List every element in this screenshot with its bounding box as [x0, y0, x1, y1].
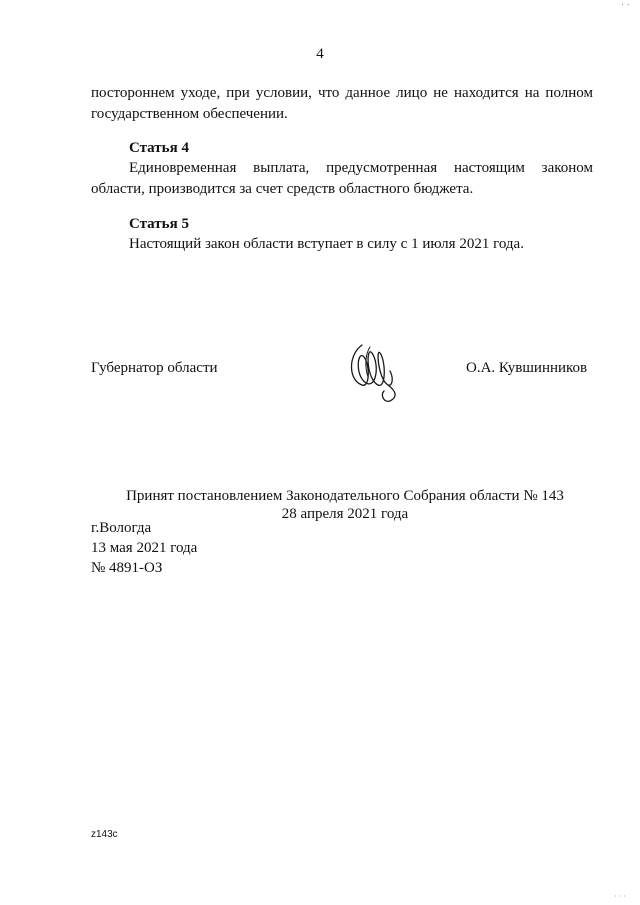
signatory-name: О.А. Кувшинников	[466, 360, 588, 376]
page-number: 4	[316, 46, 324, 62]
corner-mark-bottom: · · ·	[614, 892, 626, 901]
corner-mark-top: · ·	[620, 0, 630, 11]
intro-line-1: постороннем уходе, при условии, что данное лицо не находится на полном	[91, 85, 593, 101]
handwritten-signature	[340, 335, 410, 405]
signatory-position: Губернатор области	[91, 360, 218, 376]
article-5-body: Настоящий закон области вступает в силу с 1 июля 2021 года.	[129, 236, 524, 252]
article-4-heading: Статья 4	[129, 140, 189, 156]
meta-city: г.Вологда	[91, 520, 152, 536]
meta-date: 13 мая 2021 года	[91, 540, 198, 556]
document-meta	[91, 518, 197, 578]
document-code: z143c	[91, 829, 118, 840]
adoption-line-1: Принят постановлением Законодательного Собрания области № 143	[126, 488, 564, 504]
intro-paragraph	[91, 83, 593, 125]
article-4-body	[91, 158, 593, 200]
meta-number: № 4891-ОЗ	[91, 560, 163, 576]
article-4-line-1: Единовременная выплата, предусмотренная настоящим законом	[129, 160, 593, 176]
article-4-line-2: области, производится за счет средств областного бюджета.	[91, 181, 474, 197]
adoption-line-2: 28 апреля 2021 года	[281, 506, 409, 522]
intro-line-2: государственном обеспечении.	[91, 106, 288, 122]
article-5-heading: Статья 5	[129, 216, 189, 232]
